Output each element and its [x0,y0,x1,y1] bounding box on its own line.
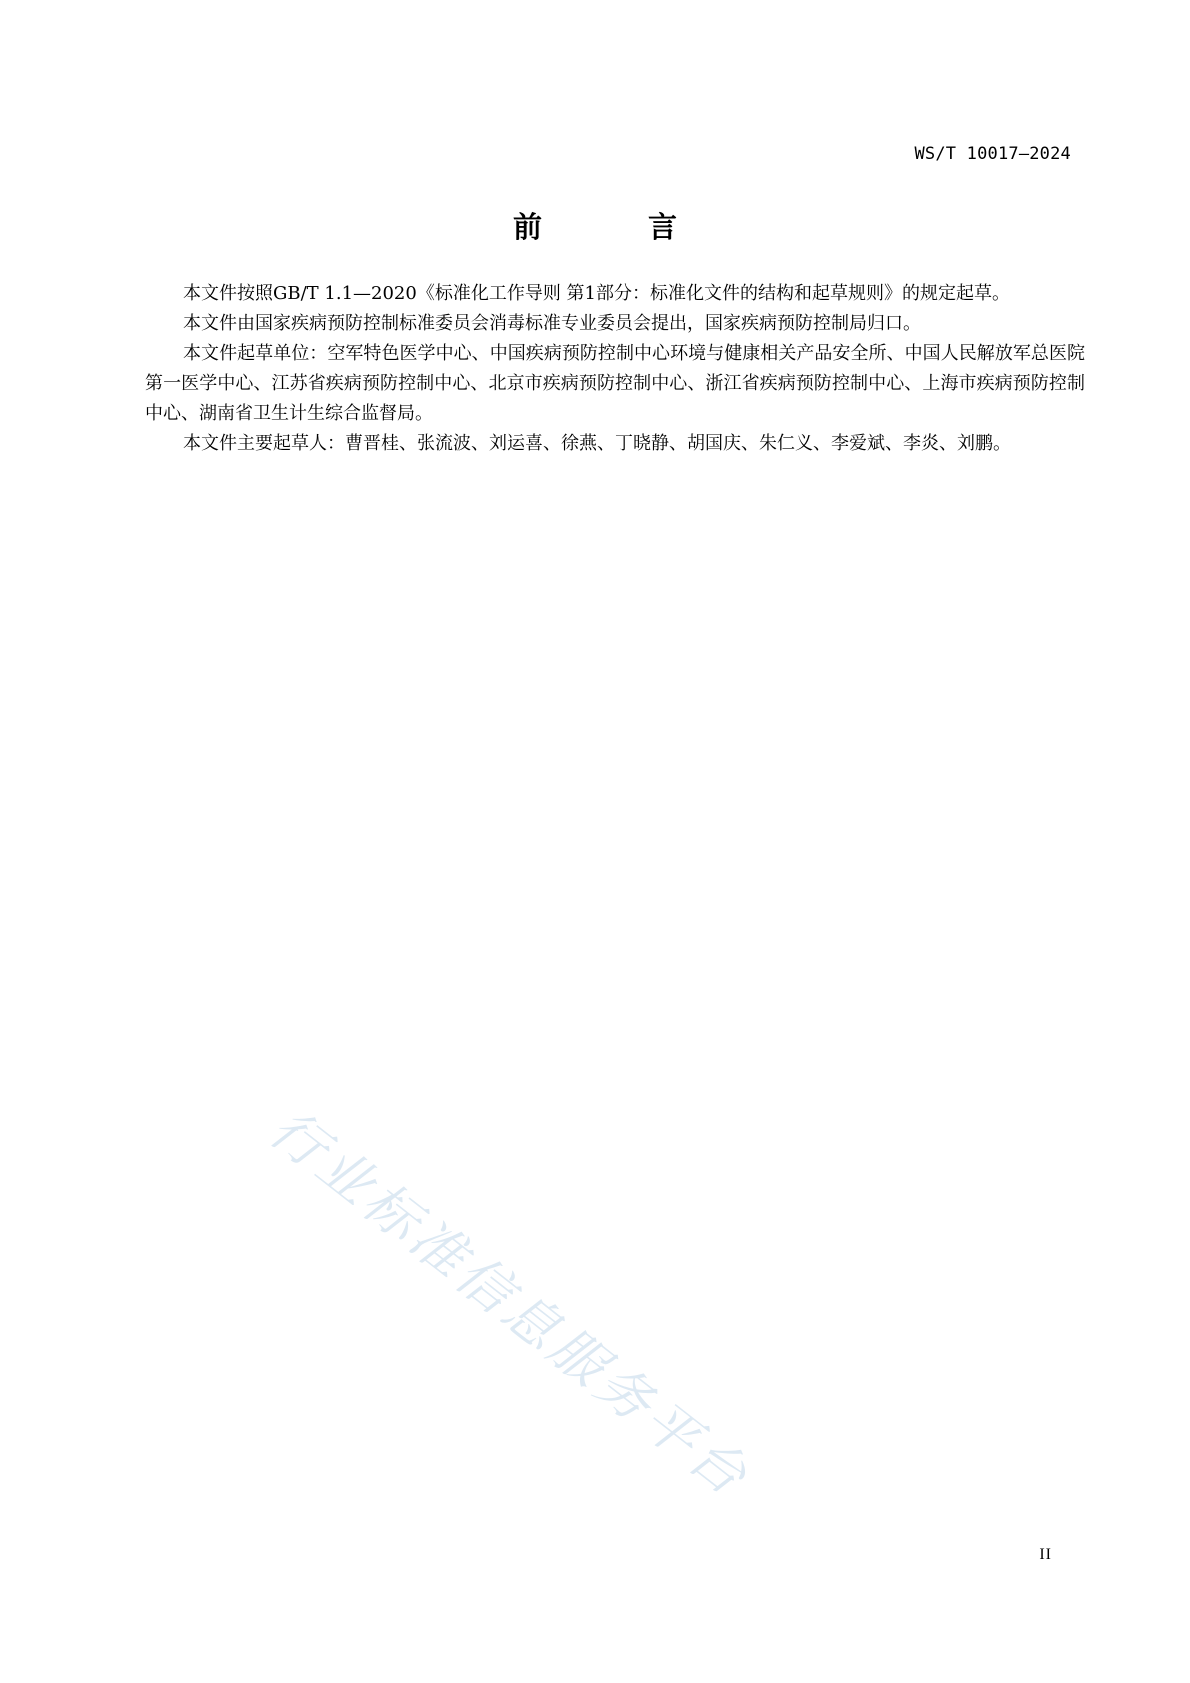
watermark: 行业标准信息服务平台 [258,1096,762,1510]
paragraph-drafters: 本文件主要起草人：曹晋桂、张流波、刘运喜、徐燕、丁晓静、胡国庆、朱仁义、李爱斌、李炎、刘鹏。 [183,433,1011,454]
paragraph-drafting-units: 本文件起草单位：空军特色医学中心、中国疾病预防控制中心环境与健康相关产品安全所、中国人民解放军总医院第一医学中心、江苏省疾病预防控制中心、北京市疾病预防控制中心、浙江省疾病预防控制中心、上海市疾病预防控制中心、湖南省卫生计生综合监督局。 [145,343,1085,424]
paragraph-proposer: 本文件由国家疾病预防控制标准委员会消毒标准专业委员会提出，国家疾病预防控制局归口。 [183,313,921,334]
page-number: II [1039,1546,1052,1563]
paragraph-drafting-rules: 本文件按照GB/T 1.1—2020《标准化工作导则 第1部分：标准化文件的结构和起草规则》的规定起草。 [183,283,1011,304]
document-code: WS/T 10017—2024 [914,144,1071,164]
page-title: 前 言 [512,210,726,244]
foreword-body [145,279,1085,459]
